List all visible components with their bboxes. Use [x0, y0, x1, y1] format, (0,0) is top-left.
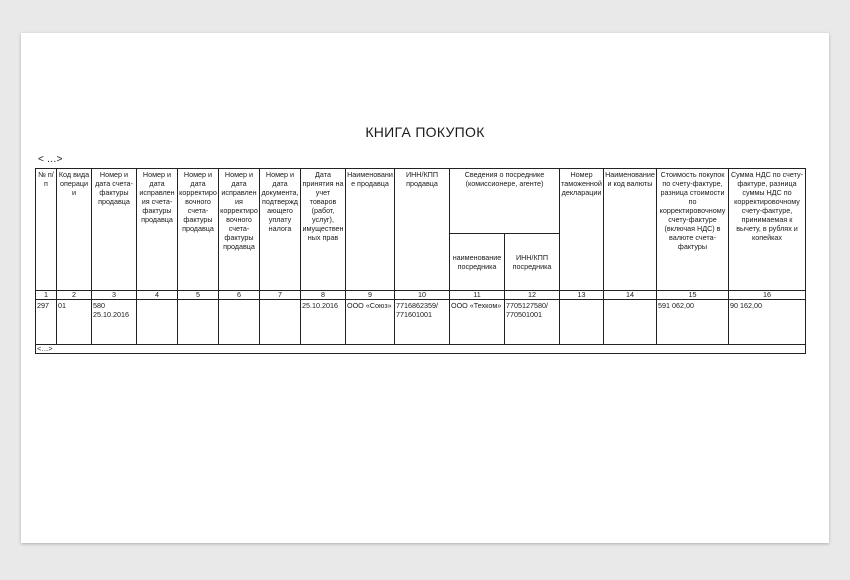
- cell-purchase-cost: 591 062,00: [657, 300, 729, 345]
- column-header-5: Номер и дата корректировочного счета-фактуры продавца: [178, 169, 219, 291]
- column-number: 8: [301, 291, 346, 300]
- column-number: 12: [505, 291, 560, 300]
- column-header-8: Дата принятия на учет товаров (работ, услуг), имущественных прав: [301, 169, 346, 291]
- column-number: 10: [395, 291, 450, 300]
- column-number: 13: [560, 291, 604, 300]
- column-header-3: Номер и дата счета-фактуры продавца: [92, 169, 137, 291]
- column-number: 14: [604, 291, 657, 300]
- column-header-14: Наименование и код валюты: [604, 169, 657, 291]
- column-header-7: Номер и дата документа, подтверждающего уплату налога: [260, 169, 301, 291]
- column-number: 1: [36, 291, 57, 300]
- cell-row-number: 297: [36, 300, 57, 345]
- column-number: 3: [92, 291, 137, 300]
- column-header-1: № п/п: [36, 169, 57, 291]
- column-header-11: наименование посредника: [450, 234, 505, 291]
- column-header-4: Номер и дата исправления счета-фактуры продавца: [137, 169, 178, 291]
- column-header-12: ИНН/КПП посредника: [505, 234, 560, 291]
- table-row: [36, 300, 806, 345]
- cell-adjustment-correction: [219, 300, 260, 345]
- column-number: 4: [137, 291, 178, 300]
- cell-vat-amount: 90 162,00: [729, 300, 806, 345]
- cell-invoice-number-date: 580 25.10.2016: [92, 300, 137, 345]
- cell-customs-declaration: [560, 300, 604, 345]
- column-number: 9: [346, 291, 395, 300]
- column-number: 11: [450, 291, 505, 300]
- column-number: 7: [260, 291, 301, 300]
- column-number: 16: [729, 291, 806, 300]
- cell-acceptance-date: 25.10.2016: [301, 300, 346, 345]
- cell-seller-name: ООО «Союз»: [346, 300, 395, 345]
- cell-payment-document: [260, 300, 301, 345]
- column-header-15: Стоимость покупок по счету-фактуре, разница стоимости по корректировочному счету-фактуре (включая НДС) в валюте счета-фактуры: [657, 169, 729, 291]
- column-number: 2: [57, 291, 92, 300]
- omitted-rows-marker: <…>: [36, 345, 806, 354]
- page-title: КНИГА ПОКУПОК: [365, 124, 485, 140]
- cell-adjustment-invoice: [178, 300, 219, 345]
- cell-operation-code: 01: [57, 300, 92, 345]
- cell-intermediary-inn-kpp: 7705127580/ 770501001: [505, 300, 560, 345]
- column-header-13: Номер таможенной декларации: [560, 169, 604, 291]
- column-header-9: Наименование продавца: [346, 169, 395, 291]
- column-number: 6: [219, 291, 260, 300]
- column-header-10: ИНН/КПП продавца: [395, 169, 450, 291]
- column-header-6: Номер и дата исправления корректировочного счета-фактуры продавца: [219, 169, 260, 291]
- purchase-book-table: [35, 168, 806, 354]
- cell-invoice-correction: [137, 300, 178, 345]
- cell-intermediary-name: ООО «Техком»: [450, 300, 505, 345]
- cell-currency: [604, 300, 657, 345]
- cell-seller-inn-kpp: 7716862359/ 771601001: [395, 300, 450, 345]
- column-number: 5: [178, 291, 219, 300]
- column-number: 15: [657, 291, 729, 300]
- omitted-content-marker: < …>: [38, 154, 63, 165]
- column-header-16: Сумма НДС по счету-фактуре, разница суммы НДС по корректировочному счету-фактуре, принимаемая к вычету, в рублях и копейках: [729, 169, 806, 291]
- intermediary-group-header: Сведения о посреднике (комиссионере, агенте): [450, 169, 560, 234]
- column-header-2: Код вида операции: [57, 169, 92, 291]
